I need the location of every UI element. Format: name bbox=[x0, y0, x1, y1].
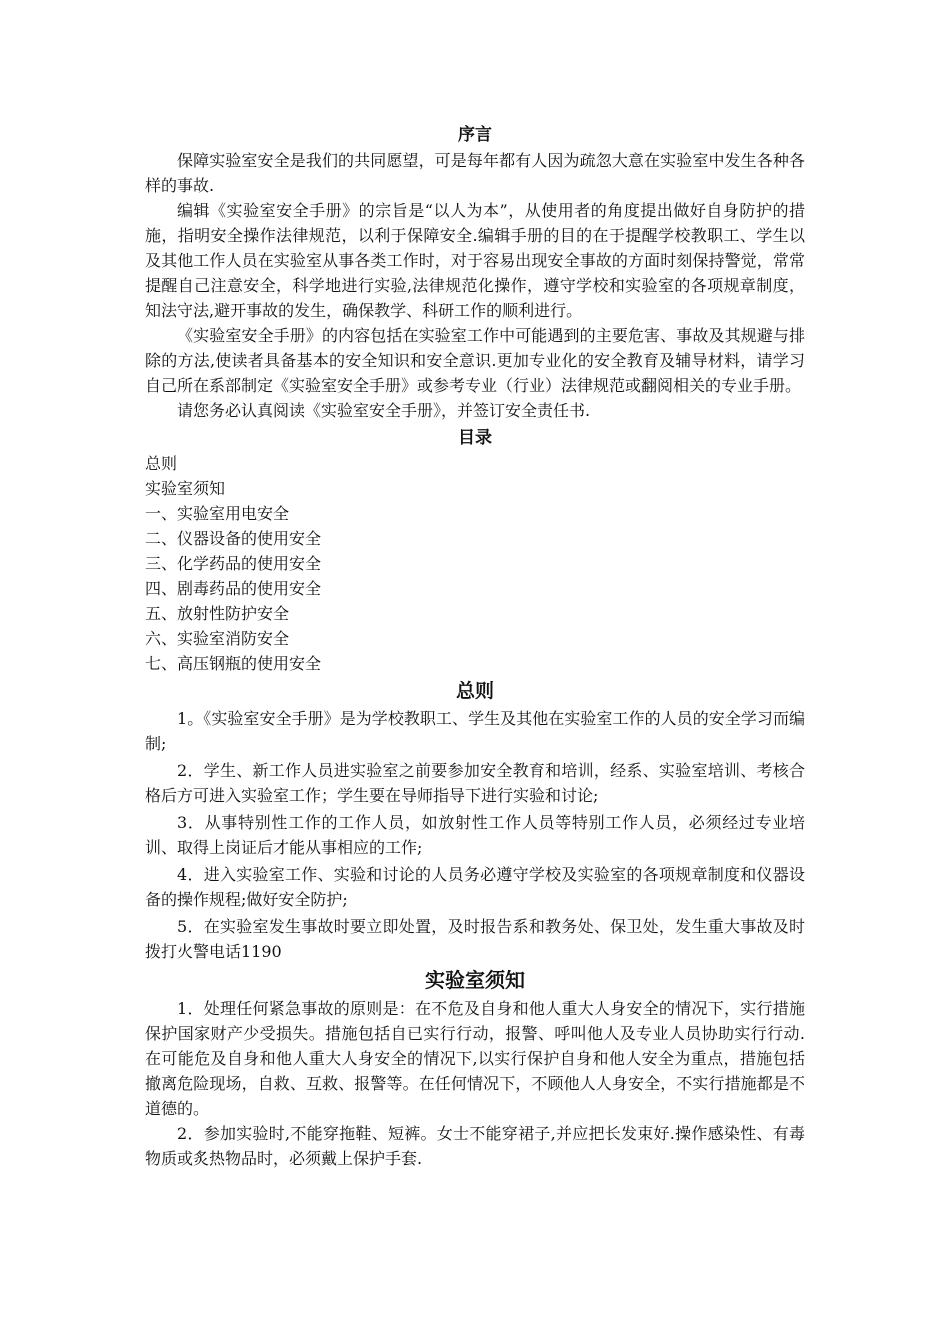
toc-item: 总则 bbox=[145, 454, 178, 473]
toc-list bbox=[145, 451, 805, 676]
preface-paragraph: 请您务必认真阅读《实验室安全手册》，并签订安全责任书. bbox=[177, 401, 591, 420]
preface-paragraph: 编辑《实验室安全手册》的宗旨是“以人为本”，从使用者的角度提出做好自身防护的措施，指明安全操作法律规范，以利于保障安全.编辑手册的目的在于提醒学校教职工、学生以及其他工作人员在实验室从事各类工作时，对于容易出现安全事故的方面时刻保持警觉，常常提醒自己注意安全，科学地进行实验,法律规范化操作，遵守学校和实验室的各项规章制度，知法守法,避开事故的发生，确保教学、科研工作的顺利进行。 bbox=[145, 201, 805, 320]
general-rule: 5．在实验室发生事故时要立即处置，及时报告系和教务处、保卫处，发生重大事故及时拨打火警电话1190 bbox=[145, 917, 805, 961]
general-rule: 2．学生、新工作人员进实验室之前要参加安全教育和培训，经系、实验室培训、考核合格后方可进入实验室工作；学生要在导师指导下进行实验和讨论; bbox=[145, 761, 805, 805]
toc-item: 三、化学药品的使用安全 bbox=[145, 554, 322, 573]
toc-item: 一、实验室用电安全 bbox=[145, 504, 290, 523]
toc-item: 七、高压钢瓶的使用安全 bbox=[145, 654, 322, 673]
general-rule: 4．进入实验室工作、实验和讨论的人员务必遵守学校及实验室的各项规章制度和仪器设备的操作规程;做好安全防护; bbox=[145, 865, 805, 909]
lab-notice-item: 1．处理任何紧急事故的原则是：在不危及自身和他人重大人身安全的情况下，实行措施保护国家财产少受损失。措施包括自已实行行动，报警、呼叫他人及专业人员协助实行行动.在可能危及自身和他人重大人身安全的情况下,以实行保护自身和他人安全为重点，措施包括撤离危险现场，自救、互救、报警等。在任何情况下，不顾他人人身安全，不实行措施都是不道德的。 bbox=[145, 999, 805, 1118]
toc-item: 四、剧毒药品的使用安全 bbox=[145, 579, 322, 598]
document-page bbox=[145, 122, 805, 1171]
preface-paragraph: 《实验室安全手册》的内容包括在实验室工作中可能遇到的主要危害、事故及其规避与排除的方法,使读者具备基本的安全知识和安全意识.更加专业化的安全教育及辅导材料，请学习自己所在系部制定《实验室安全手册》或参考专业（行业）法律规范或翻阅相关的专业手册。 bbox=[145, 326, 805, 395]
preface-title: 序言 bbox=[458, 125, 492, 145]
toc-item: 六、实验室消防安全 bbox=[145, 629, 290, 648]
general-rule: 1。《实验室安全手册》是为学校教职工、学生及其他在实验室工作的人员的安全学习而编制; bbox=[145, 709, 805, 753]
toc-item: 五、放射性防护安全 bbox=[145, 604, 290, 623]
toc-item: 二、仪器设备的使用安全 bbox=[145, 529, 322, 548]
toc-item: 实验室须知 bbox=[145, 479, 226, 498]
general-rules-title: 总则 bbox=[455, 680, 494, 702]
general-rule: 3．从事特别性工作的工作人员，如放射性工作人员等特别工作人员，必须经过专业培训、取得上岗证后才能从事相应的工作; bbox=[145, 813, 805, 857]
toc-title: 目录 bbox=[458, 428, 492, 448]
lab-notice-item: 2．参加实验时,不能穿拖鞋、短裤。女士不能穿裙子,并应把长发束好.操作感染性、有毒物质或炙热物品时，必须戴上保护手套. bbox=[145, 1124, 805, 1168]
preface-paragraph: 保障实验室安全是我们的共同愿望，可是每年都有人因为疏忽大意在实验室中发生各种各样的事故. bbox=[145, 151, 805, 195]
lab-notice-title: 实验室须知 bbox=[425, 968, 525, 992]
